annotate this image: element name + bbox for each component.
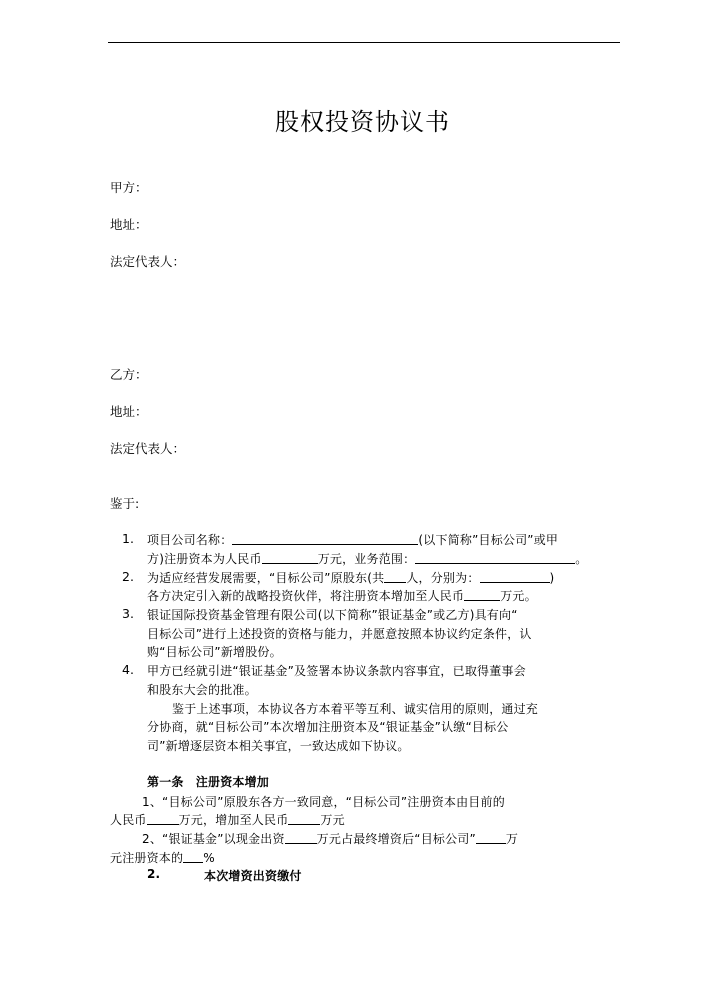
shareholders-blank <box>480 570 550 583</box>
clause-1-line-2: 人民币 万元，增加至人民币 万元 <box>110 813 345 827</box>
percentage-blank <box>183 850 203 863</box>
item-3-line-2: 目标公司”进行上述投资的资格与能力，并愿意按照本协议约定条件，认 <box>147 627 532 641</box>
item-1-line-1: 项目公司名称： (以下简称”目标公司”或甲 <box>147 533 559 547</box>
paragraph-line-2: 分协商，就“目标公司”本次增加注册资本及“银证基金”认缴“目标公 <box>147 720 509 734</box>
item-4-line-1: 甲方已经就引进“银证基金”及签署本协议条款内容事宜，已取得董事会 <box>147 664 526 678</box>
shareholder-count-blank <box>384 570 406 583</box>
document-title: 股权投资协议书 <box>275 108 450 136</box>
header-rule <box>108 42 620 43</box>
company-name-blank <box>232 532 418 545</box>
business-scope-blank <box>415 551 575 564</box>
clause-2-line-2: 元注册资本的 % <box>110 851 215 865</box>
party-b-rep: 法定代表人： <box>110 441 186 456</box>
capital-blank <box>262 551 318 564</box>
item-number-2: 2. <box>122 569 134 584</box>
whereas-label: 鉴于: <box>110 496 140 511</box>
new-capital-blank <box>288 812 320 825</box>
section-2-heading: 本次增资出资缴付 <box>204 869 302 883</box>
party-a-address: 地址： <box>110 217 148 232</box>
item-4-line-2: 和股东大会的批准。 <box>147 683 257 697</box>
party-a-label: 甲方： <box>110 180 148 195</box>
article-1-heading: 第一条 注册资本增加 <box>147 775 270 789</box>
item-2-line-2: 各方决定引入新的战略投资伙伴，将注册资本增加至人民币 万元。 <box>147 589 537 603</box>
party-b-address: 地址： <box>110 404 148 419</box>
paragraph-line-3: 司”新增逐层资本相关事宜，一致达成如下协议。 <box>147 739 410 753</box>
item-1-line-2: 方)注册资本为人民币 万元，业务范围： 。 <box>147 552 588 566</box>
item-number-3: 3. <box>122 606 134 621</box>
clause-1-line-1: 1、“目标公司”原股东各方一致同意，“目标公司”注册资本由目前的 <box>142 795 505 809</box>
item-3-line-1: 银证国际投资基金管理有限公司(以下简称”银证基金”或乙方)具有向“ <box>147 608 518 622</box>
item-number-1: 1. <box>122 531 134 546</box>
item-number-4: 4. <box>122 662 134 677</box>
item-2-line-1: 为适应经营发展需要，“目标公司”原股东(共 人，分别为： ) <box>147 571 555 585</box>
current-capital-blank <box>147 812 179 825</box>
cash-contribution-blank <box>285 831 317 844</box>
final-capital-blank <box>476 831 506 844</box>
item-3-line-3: 购“目标公司”新增股份。 <box>147 645 282 659</box>
party-a-rep: 法定代表人： <box>110 254 186 269</box>
target-capital-blank <box>464 588 500 601</box>
paragraph-line-1: 鉴于上述事项，本协议各方本着平等互利、诚实信用的原则，通过充 <box>172 702 539 716</box>
party-b-label: 乙方： <box>110 367 148 382</box>
clause-2-line-1: 2、“银证基金”以现金出资 万元占最终增资后“目标公司” 万 <box>142 832 519 846</box>
section-2-number: 2. <box>147 867 161 881</box>
